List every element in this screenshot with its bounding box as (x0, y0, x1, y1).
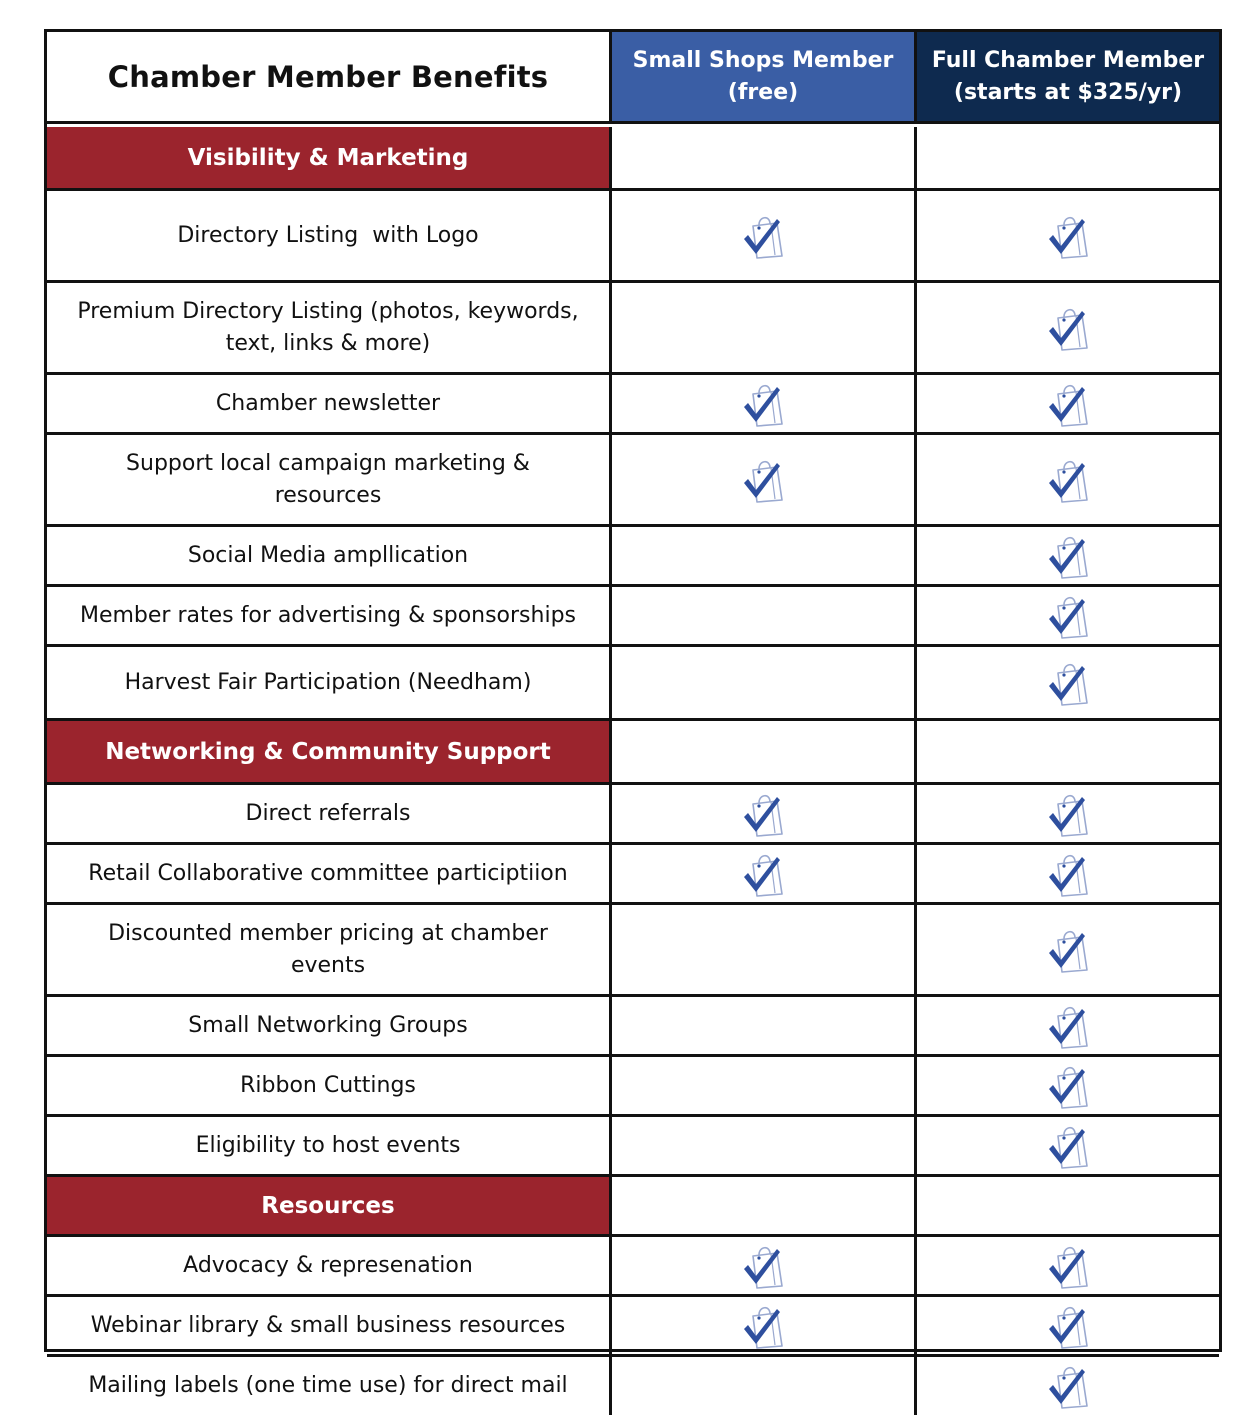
table-row (47, 997, 1219, 1057)
full-chamber-check-icon (1046, 593, 1090, 639)
table-row (47, 905, 1219, 997)
full-chamber-check-icon (1046, 1003, 1090, 1049)
full-chamber-header-line2: (starts at $325/yr) (953, 79, 1183, 105)
small-shops-cell (612, 527, 917, 584)
table-row (47, 527, 1219, 587)
benefit-cell (47, 283, 612, 372)
full-chamber-check-icon (1046, 660, 1090, 706)
full-chamber-check-icon (1046, 791, 1090, 837)
full-chamber-check-icon (1046, 533, 1090, 579)
benefit-cell (47, 1057, 612, 1114)
table-title-cell (47, 32, 612, 121)
full-chamber-cell (917, 587, 1219, 644)
full-chamber-cell (917, 1117, 1219, 1174)
small-shops-check-icon (741, 381, 785, 427)
benefits-table (44, 29, 1222, 1398)
benefit-cell (47, 1297, 612, 1354)
small-shops-cell (612, 647, 917, 718)
small-shops-check-icon (741, 457, 785, 503)
full-chamber-cell (917, 905, 1219, 994)
full-chamber-check-icon (1046, 305, 1090, 351)
table-row (47, 1297, 1219, 1357)
benefit-cell (47, 997, 612, 1054)
small-shops-header-line1: Small Shops Member (632, 47, 894, 73)
full-chamber-cell (917, 191, 1219, 280)
small-shops-check-icon (741, 851, 785, 897)
benefit-label: Ribbon Cuttings (240, 1072, 416, 1098)
full-chamber-cell (917, 1297, 1219, 1354)
small-shops-cell (612, 1297, 917, 1354)
small-shops-cell (612, 1357, 917, 1415)
full-chamber-cell (917, 1357, 1219, 1415)
table-row (47, 435, 1219, 527)
benefit-cell (47, 587, 612, 644)
full-chamber-check-icon (1046, 1303, 1090, 1349)
small-shops-check-icon (741, 1303, 785, 1349)
benefit-cell (47, 1117, 612, 1174)
small-shops-cell (612, 191, 917, 280)
table-title: Chamber Member Benefits (107, 59, 549, 94)
benefit-cell (47, 647, 612, 718)
full-chamber-header-line1: Full Chamber Member (931, 47, 1205, 73)
full-chamber-check-icon (1046, 381, 1090, 427)
full-chamber-column-header (917, 32, 1219, 121)
benefit-cell (47, 435, 612, 524)
full-chamber-check-icon (1046, 927, 1090, 973)
benefit-label: Advocacy & represenation (183, 1252, 473, 1278)
section-row (47, 721, 1219, 785)
full-chamber-cell (917, 283, 1219, 372)
small-shops-cell (612, 785, 917, 842)
benefit-cell (47, 375, 612, 432)
benefit-label: Support local campaign marketing & resources (126, 450, 537, 508)
small-shops-cell (612, 721, 917, 782)
table-row (47, 1237, 1219, 1297)
small-shops-check-icon (741, 1243, 785, 1289)
small-shops-check-icon (741, 791, 785, 837)
table-row (47, 785, 1219, 845)
small-shops-cell (612, 435, 917, 524)
full-chamber-check-icon (1046, 1063, 1090, 1109)
table-row (47, 587, 1219, 647)
benefit-cell (47, 785, 612, 842)
benefit-cell (47, 905, 612, 994)
benefit-label: Direct referrals (245, 800, 411, 826)
table-row (47, 283, 1219, 375)
table-header-row (47, 32, 1219, 124)
table-row (47, 1057, 1219, 1117)
section-row (47, 127, 1219, 191)
small-shops-cell (612, 1117, 917, 1174)
small-shops-cell (612, 1177, 917, 1234)
section-title: Visibility & Marketing (187, 144, 469, 171)
benefit-label: Social Media ampllication (187, 542, 469, 568)
full-chamber-check-icon (1046, 1123, 1090, 1169)
benefit-cell (47, 1357, 612, 1415)
full-chamber-cell (917, 785, 1219, 842)
table-row (47, 1357, 1219, 1415)
small-shops-column-header (612, 32, 917, 121)
benefit-label: Chamber newsletter (215, 390, 441, 416)
section-title: Networking & Community Support (105, 738, 551, 765)
table-row (47, 191, 1219, 283)
benefit-cell (47, 845, 612, 902)
small-shops-cell (612, 375, 917, 432)
small-shops-cell (612, 997, 917, 1054)
table-row (47, 375, 1219, 435)
small-shops-cell (612, 127, 917, 188)
full-chamber-check-icon (1046, 1363, 1090, 1409)
benefit-label: Premium Directory Listing (photos, keywords, text, links & more) (77, 298, 586, 356)
full-chamber-cell (917, 435, 1219, 524)
benefit-label: Member rates for advertising & sponsorships (79, 602, 577, 628)
full-chamber-cell (917, 1057, 1219, 1114)
benefit-label: Discounted member pricing at chamber events (108, 920, 555, 978)
full-chamber-cell (917, 1177, 1219, 1234)
full-chamber-check-icon (1046, 851, 1090, 897)
benefit-cell (47, 527, 612, 584)
small-shops-cell (612, 587, 917, 644)
section-header-cell (47, 127, 612, 188)
benefit-label: Harvest Fair Participation (Needham) (124, 669, 532, 695)
benefit-cell (47, 191, 612, 280)
small-shops-cell (612, 283, 917, 372)
benefit-label: Eligibility to host events (195, 1132, 461, 1158)
full-chamber-cell (917, 721, 1219, 782)
small-shops-cell (612, 905, 917, 994)
section-header-cell (47, 1177, 612, 1234)
table-row (47, 845, 1219, 905)
small-shops-header-line2: (free) (727, 79, 799, 105)
section-row (47, 1177, 1219, 1237)
full-chamber-cell (917, 845, 1219, 902)
small-shops-check-icon (741, 213, 785, 259)
full-chamber-cell (917, 527, 1219, 584)
small-shops-cell (612, 845, 917, 902)
full-chamber-check-icon (1046, 457, 1090, 503)
full-chamber-cell (917, 997, 1219, 1054)
benefit-label: Directory Listing with Logo (177, 222, 479, 248)
full-chamber-check-icon (1046, 1243, 1090, 1289)
benefit-label: Webinar library & small business resources (90, 1312, 566, 1338)
full-chamber-cell (917, 1237, 1219, 1294)
small-shops-cell (612, 1057, 917, 1114)
full-chamber-cell (917, 127, 1219, 188)
section-title: Resources (261, 1192, 395, 1219)
full-chamber-cell (917, 647, 1219, 718)
benefit-label: Retail Collaborative committee participtiion (88, 860, 568, 886)
table-row (47, 1117, 1219, 1177)
benefit-label: Mailing labels (one time use) for direct mail (88, 1373, 568, 1398)
benefit-label: Small Networking Groups (188, 1012, 468, 1038)
table-row (47, 647, 1219, 721)
section-header-cell (47, 721, 612, 782)
small-shops-cell (612, 1237, 917, 1294)
full-chamber-check-icon (1046, 213, 1090, 259)
benefit-cell (47, 1237, 612, 1294)
full-chamber-cell (917, 375, 1219, 432)
